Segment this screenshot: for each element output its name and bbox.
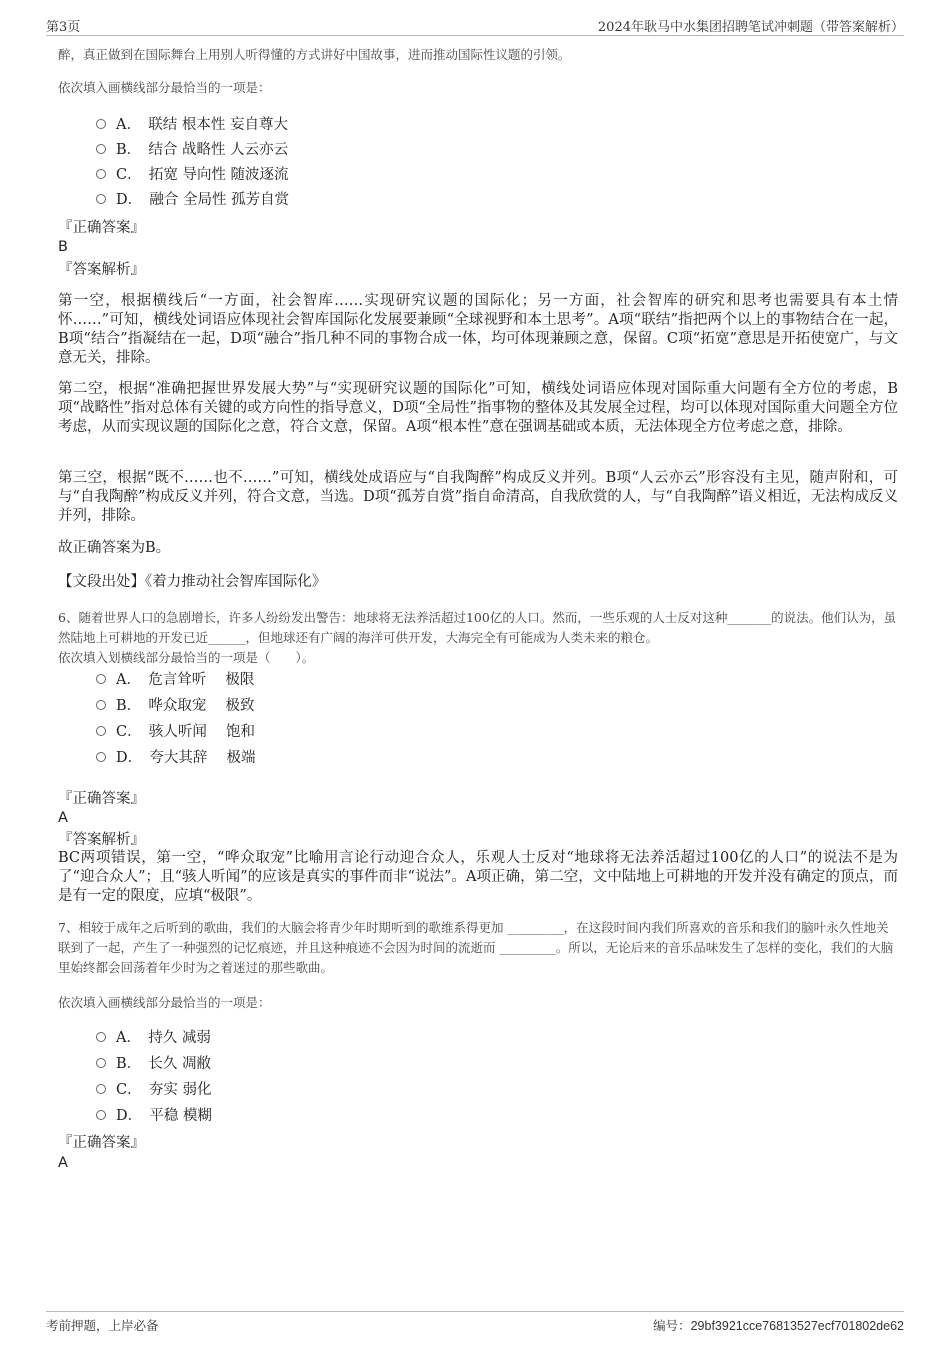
q6-option-c[interactable]: C． 骇人听闻 饱和 (96, 721, 255, 743)
document-code (653, 1316, 904, 1334)
q5-answer-label: 『正确答案』 (58, 220, 145, 236)
q5-analysis-para-3: 第三空，根据“既不……也不……”可知，横线处成语应与“自我陶醉”构成反义并列。B项“人云亦云”形容没有主见，随声附和，可与“自我陶醉”构成反义并列，符合文意，当选。D项“孤芳自赏”指自命清高，自我欣赏的人，与“自我陶醉”语义相近，无法构成反义并列，排除。 (58, 470, 898, 524)
q7-option-c[interactable]: C． 夯实 弱化 (96, 1079, 211, 1101)
radio-icon[interactable] (96, 1032, 106, 1042)
q5-conclusion: 故正确答案为B。 (58, 540, 171, 556)
q7-option-b[interactable]: B． 长久 凋敝 (96, 1053, 211, 1075)
q5-intro-tail: 醉，真正做到在国际舞台上用别人听得懂的方式讲好中国故事，进而推动国际性议题的引领。 (58, 47, 571, 62)
radio-icon[interactable] (96, 752, 106, 762)
page-number: 第3页 (46, 20, 81, 35)
q5-analysis-label: 『答案解析』 (58, 262, 145, 278)
q6-option-a[interactable]: A． 危言耸听 极限 (96, 669, 254, 691)
radio-icon[interactable] (96, 1110, 106, 1120)
q6-option-d[interactable]: D． 夸大其辞 极端 (96, 747, 255, 769)
radio-icon[interactable] (96, 726, 106, 736)
radio-icon[interactable] (96, 700, 106, 710)
q6-prompt: 依次填入划横线部分最恰当的一项是（ ）。 (58, 650, 315, 665)
header-divider (46, 35, 904, 36)
q7-answer: A (58, 1155, 68, 1171)
radio-icon[interactable] (96, 194, 106, 204)
q5-analysis-para-1: 第一空，根据横线后“一方面，社会智库……实现研究议题的国际化；另一方面，社会智库的研究和思考也需要具有本土情怀……”可知，横线处词语应体现社会智库国际化发展要兼顾“全球视野和本土思考”。A项“联结”指把两个以上的事物结合在一起，B项“结合”指凝结在一起，D项“融合”指几种不同的事物合成一体，均可体现兼顾之意，保留。C项“拓宽”意思是开拓使宽广，与文意无关，排除。 (58, 293, 898, 366)
q5-option-b[interactable]: B． 结合 战略性 人云亦云 (96, 139, 288, 161)
q7-option-a[interactable]: A． 持久 减弱 (96, 1027, 211, 1049)
q6-answer-label: 『正确答案』 (58, 791, 145, 807)
q6-answer: A (58, 810, 68, 826)
q6-stem: 6、随着世界人口的急剧增长，许多人纷纷发出警告：地球将无法养活超过100亿的人口。然而，一些乐观的人士反对这种_______的说法。他们认为，虽然陆地上可耕地的开发已近______，但地球还有广阔的海洋可供开发，大海完全有可能成为人类未来的粮仓。 (58, 610, 897, 645)
code-value: 29bf3921cce76813527ecf701802de62 (690, 1319, 904, 1333)
footer-divider (46, 1311, 904, 1312)
q7-prompt: 依次填入画横线部分最恰当的一项是： (58, 995, 271, 1010)
q6-option-b[interactable]: B． 哗众取宠 极致 (96, 695, 255, 717)
q5-source: 【文段出处】《着力推动社会智库国际化》 (58, 574, 327, 590)
q6-analysis-label: 『答案解析』 (58, 832, 145, 848)
q5-answer: B (58, 239, 68, 255)
q5-option-d[interactable]: D． 融合 全局性 孤芳自赏 (96, 189, 289, 211)
q5-prompt: 依次填入画横线部分最恰当的一项是： (58, 80, 271, 95)
q5-analysis-para-2: 第二空，根据“准确把握世界发展大势”与“实现研究议题的国际化”可知，横线处词语应体现对国际重大问题有全方位的考虑，B项“战略性”指对总体有关键的或方向性的指导意义，D项“全局性”指事物的整体及其发展全过程，均可以体现对国际重大问题全方位考虑，从而实现议题的国际化之意，符合文意，保留。A项“根本性”意在强调基础或本质，无法体现全方位考虑之意，排除。 (58, 381, 898, 435)
footer-slogan: 考前押题，上岸必备 (46, 1318, 159, 1333)
radio-icon[interactable] (96, 119, 106, 129)
radio-icon[interactable] (96, 1084, 106, 1094)
code-label: 编号： (653, 1318, 691, 1333)
radio-icon[interactable] (96, 1058, 106, 1068)
q5-option-c[interactable]: C． 拓宽 导向性 随波逐流 (96, 164, 289, 186)
radio-icon[interactable] (96, 674, 106, 684)
document-title: 2024年耿马中水集团招聘笔试冲刺题（带答案解析） (597, 20, 904, 35)
radio-icon[interactable] (96, 144, 106, 154)
q7-option-d[interactable]: D． 平稳 模糊 (96, 1105, 212, 1127)
q5-option-a[interactable]: A． 联结 根本性 妄自尊大 (96, 114, 288, 136)
q7-stem: 7、相较于成年之后听到的歌曲，我们的大脑会将青少年时期听到的歌维系得更加 _________，在这段时间内我们所喜欢的音乐和我们的脑叶永久性地关联到了一起，产生了一种强烈的记忆痕迹，并且这种痕迹不会因为时间的流逝而 _________。所以，无论后来的音乐品味发生了怎样的变化，我们的大脑里始终都会回荡着年少时为之着迷过的那些歌曲。 (58, 920, 894, 975)
q7-answer-label: 『正确答案』 (58, 1135, 145, 1151)
radio-icon[interactable] (96, 169, 106, 179)
q6-analysis: BC两项错误，第一空，“哗众取宠”比喻用言论行动迎合众人，乐观人士反对“地球将无法养活超过100亿的人口”的说法不是为了“迎合众人”；且“骇人听闻”的应该是真实的事件而非“说法”。A项正确，第二空，文中陆地上可耕地的开发并没有确定的顶点，而是有一定的限度，应填“极限”。 (58, 850, 898, 904)
